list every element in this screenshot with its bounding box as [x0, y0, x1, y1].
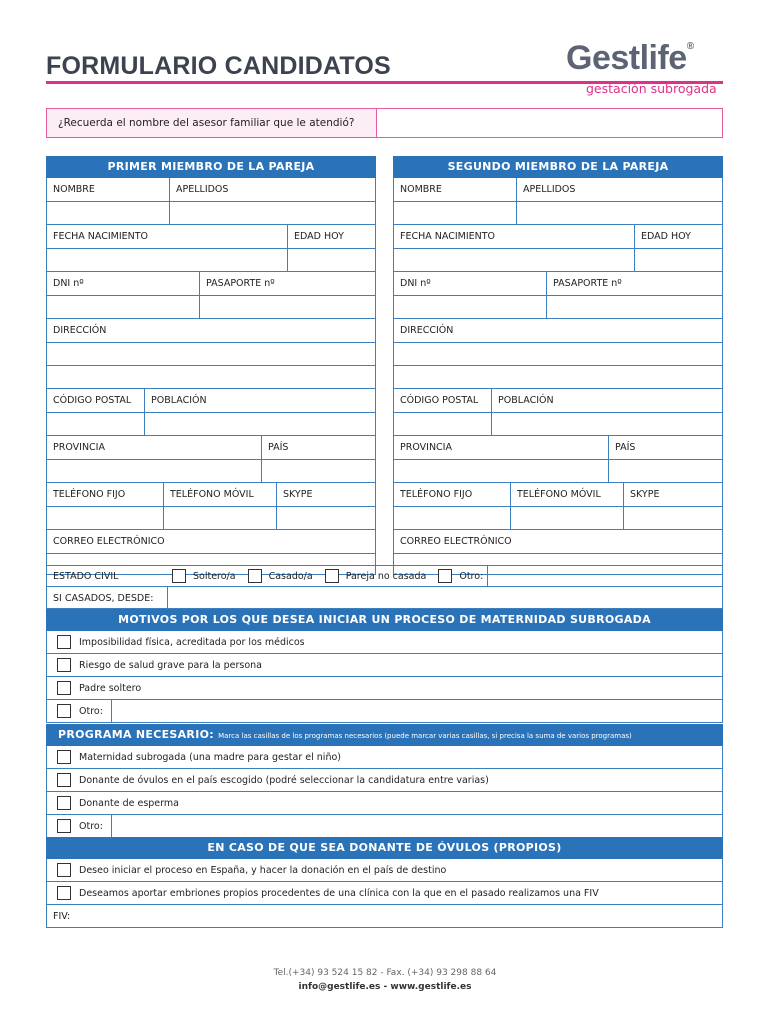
dni-input[interactable]	[47, 296, 199, 318]
motivo-label: Imposibilidad física, acreditada por los médicos	[79, 636, 305, 648]
skype-input[interactable]	[623, 507, 722, 529]
direccion-input-2[interactable]	[47, 366, 375, 388]
correo-label: CORREO ELECTRÓNICO	[53, 536, 165, 547]
checkbox-otro[interactable]	[438, 569, 452, 583]
checkbox[interactable]	[57, 658, 71, 672]
programa-label: Otro:	[79, 820, 103, 832]
estado-civil-label: ESTADO CIVIL	[53, 570, 119, 582]
motivo-item-otro[interactable]	[46, 700, 723, 723]
logo-tagline: gestación subrogada	[586, 81, 717, 96]
donante-label: Deseamos aportar embriones propios procedentes de una clínica con la que en el pasado realizamos una FIV	[79, 887, 599, 899]
checkbox[interactable]	[57, 863, 71, 877]
member-1-title: PRIMER MIEMBRO DE LA PAREJA	[46, 156, 376, 178]
option-soltero[interactable]	[172, 569, 236, 583]
programa-item-otro[interactable]	[46, 815, 723, 838]
apellidos-label: APELLIDOS	[169, 178, 375, 201]
nombre-input[interactable]	[394, 202, 516, 224]
provincia-label: PROVINCIA	[400, 442, 452, 453]
motivo-label: Otro:	[79, 705, 103, 717]
asesor-input[interactable]	[377, 109, 722, 137]
estado-civil-row	[46, 565, 723, 587]
checkbox[interactable]	[57, 635, 71, 649]
edad-input[interactable]	[634, 249, 722, 271]
motivo-item[interactable]	[46, 677, 723, 700]
donante-item[interactable]	[46, 882, 723, 905]
gestlife-logo	[566, 39, 726, 96]
pasaporte-label: PASAPORTE nº	[546, 272, 722, 295]
cp-input[interactable]	[394, 413, 491, 435]
direccion-input-2[interactable]	[394, 366, 722, 388]
estado-otro-input[interactable]	[487, 566, 722, 586]
pasaporte-input[interactable]	[546, 296, 722, 318]
provincia-input[interactable]	[47, 460, 261, 482]
cp-label: CÓDIGO POSTAL	[400, 395, 479, 406]
donante-item[interactable]	[46, 859, 723, 882]
motivo-item[interactable]	[46, 654, 723, 677]
tel-fijo-input[interactable]	[47, 507, 163, 529]
casados-label: SI CASADOS, DESDE:	[53, 593, 154, 604]
programa-item[interactable]	[46, 746, 723, 769]
cp-label: CÓDIGO POSTAL	[53, 395, 132, 406]
checkbox[interactable]	[57, 681, 71, 695]
tel-movil-input[interactable]	[163, 507, 276, 529]
programa-title-bar	[46, 724, 723, 746]
checkbox[interactable]	[57, 796, 71, 810]
dni-label: DNI nº	[400, 278, 431, 289]
footer	[0, 966, 770, 994]
fecha-input[interactable]	[394, 249, 634, 271]
member-2-title: SEGUNDO MIEMBRO DE LA PAREJA	[393, 156, 723, 178]
direccion-input-1[interactable]	[47, 343, 375, 365]
tel-movil-label: TELÉFONO MÓVIL	[163, 483, 276, 506]
motivos-section	[46, 609, 723, 723]
poblacion-input[interactable]	[144, 413, 375, 435]
programa-section	[46, 724, 723, 838]
skype-label: SKYPE	[276, 483, 375, 506]
pais-label: PAÍS	[261, 436, 375, 459]
nombre-label: NOMBRE	[400, 184, 442, 195]
option-casado[interactable]	[248, 569, 313, 583]
direccion-input-1[interactable]	[394, 343, 722, 365]
footer-phone: Tel.(+34) 93 524 15 82 - Fax. (+34) 93 298 88 64	[273, 968, 497, 978]
correo-label: CORREO ELECTRÓNICO	[400, 536, 512, 547]
programa-note: Marca las casillas de los programas necesarios (puede marcar varias casillas, si precisa la suma de varios programas)	[218, 732, 632, 740]
casados-row	[46, 587, 723, 609]
edad-label: EDAD HOY	[287, 225, 375, 248]
pais-input[interactable]	[608, 460, 722, 482]
option-soltero-label: Soltero/a	[193, 570, 236, 582]
dni-input[interactable]	[394, 296, 546, 318]
nombre-label: NOMBRE	[53, 184, 95, 195]
checkbox[interactable]	[57, 773, 71, 787]
pasaporte-input[interactable]	[199, 296, 375, 318]
apellidos-input[interactable]	[516, 202, 722, 224]
donante-section	[46, 837, 723, 928]
motivos-title: MOTIVOS POR LOS QUE DESEA INICIAR UN PROCESO DE MATERNIDAD SUBROGADA	[46, 609, 723, 631]
motivo-label: Padre soltero	[79, 682, 142, 694]
donante-title: EN CASO DE QUE SEA DONANTE DE ÓVULOS (PROPIOS)	[46, 837, 723, 859]
poblacion-label: POBLACIÓN	[491, 389, 722, 412]
fiv-label: FIV:	[53, 910, 71, 922]
logo-registered-mark: ®	[686, 41, 694, 52]
member-1-section	[46, 156, 376, 575]
programa-label: Maternidad subrogada (una madre para gestar el niño)	[79, 751, 341, 763]
programa-item[interactable]	[46, 769, 723, 792]
poblacion-input[interactable]	[491, 413, 722, 435]
motivo-otro-input[interactable]	[111, 700, 722, 722]
checkbox-soltero[interactable]	[172, 569, 186, 583]
provincia-input[interactable]	[394, 460, 608, 482]
checkbox[interactable]	[57, 819, 71, 833]
option-pareja-label: Pareja no casada	[345, 570, 427, 582]
option-otro[interactable]	[438, 569, 483, 583]
provincia-label: PROVINCIA	[53, 442, 105, 453]
donante-label: Deseo iniciar el proceso en España, y hacer la donación en el país de destino	[79, 864, 447, 876]
checkbox-casado[interactable]	[248, 569, 262, 583]
motivo-label: Riesgo de salud grave para la persona	[79, 659, 262, 671]
option-otro-label: Otro:	[459, 570, 484, 582]
programa-label: Donante de esperma	[79, 797, 179, 809]
nombre-input[interactable]	[47, 202, 169, 224]
skype-label: SKYPE	[623, 483, 722, 506]
option-casado-label: Casado/a	[268, 570, 313, 582]
tel-fijo-label: TELÉFONO FIJO	[53, 489, 126, 500]
programa-label: Donante de óvulos en el país escogido (podré seleccionar la candidatura entre varias)	[79, 774, 489, 786]
programa-item[interactable]	[46, 792, 723, 815]
programa-title: PROGRAMA NECESARIO:	[58, 728, 214, 741]
asesor-label: ¿Recuerda el nombre del asesor familiar que le atendió?	[47, 109, 377, 137]
pasaporte-label: PASAPORTE nº	[199, 272, 375, 295]
programa-otro-input[interactable]	[111, 815, 722, 837]
fecha-input[interactable]	[47, 249, 287, 271]
tel-movil-label: TELÉFONO MÓVIL	[510, 483, 623, 506]
fecha-label: FECHA NACIMIENTO	[53, 231, 149, 242]
apellidos-label: APELLIDOS	[516, 178, 722, 201]
pais-input[interactable]	[261, 460, 375, 482]
tel-movil-input[interactable]	[510, 507, 623, 529]
footer-contact: info@gestlife.es - www.gestlife.es	[298, 982, 472, 992]
fiv-row[interactable]	[46, 905, 723, 928]
cp-input[interactable]	[47, 413, 144, 435]
edad-input[interactable]	[287, 249, 375, 271]
apellidos-input[interactable]	[169, 202, 375, 224]
checkbox-pareja[interactable]	[325, 569, 339, 583]
logo-wordmark	[566, 40, 726, 76]
logo-word: Gestlife	[566, 39, 687, 77]
fecha-label: FECHA NACIMIENTO	[400, 231, 496, 242]
tel-fijo-label: TELÉFONO FIJO	[400, 489, 473, 500]
tel-fijo-input[interactable]	[394, 507, 510, 529]
option-pareja[interactable]	[325, 569, 427, 583]
direccion-label: DIRECCIÓN	[400, 325, 454, 336]
dni-label: DNI nº	[53, 278, 84, 289]
pais-label: PAÍS	[608, 436, 722, 459]
member-2-section	[393, 156, 723, 575]
casados-input[interactable]	[167, 587, 722, 608]
edad-label: EDAD HOY	[634, 225, 722, 248]
page-title: FORMULARIO CANDIDATOS	[46, 52, 391, 80]
skype-input[interactable]	[276, 507, 375, 529]
poblacion-label: POBLACIÓN	[144, 389, 375, 412]
checkbox[interactable]	[57, 886, 71, 900]
direccion-label: DIRECCIÓN	[53, 325, 107, 336]
motivo-item[interactable]	[46, 631, 723, 654]
checkbox[interactable]	[57, 704, 71, 718]
checkbox[interactable]	[57, 750, 71, 764]
asesor-row	[46, 108, 723, 138]
